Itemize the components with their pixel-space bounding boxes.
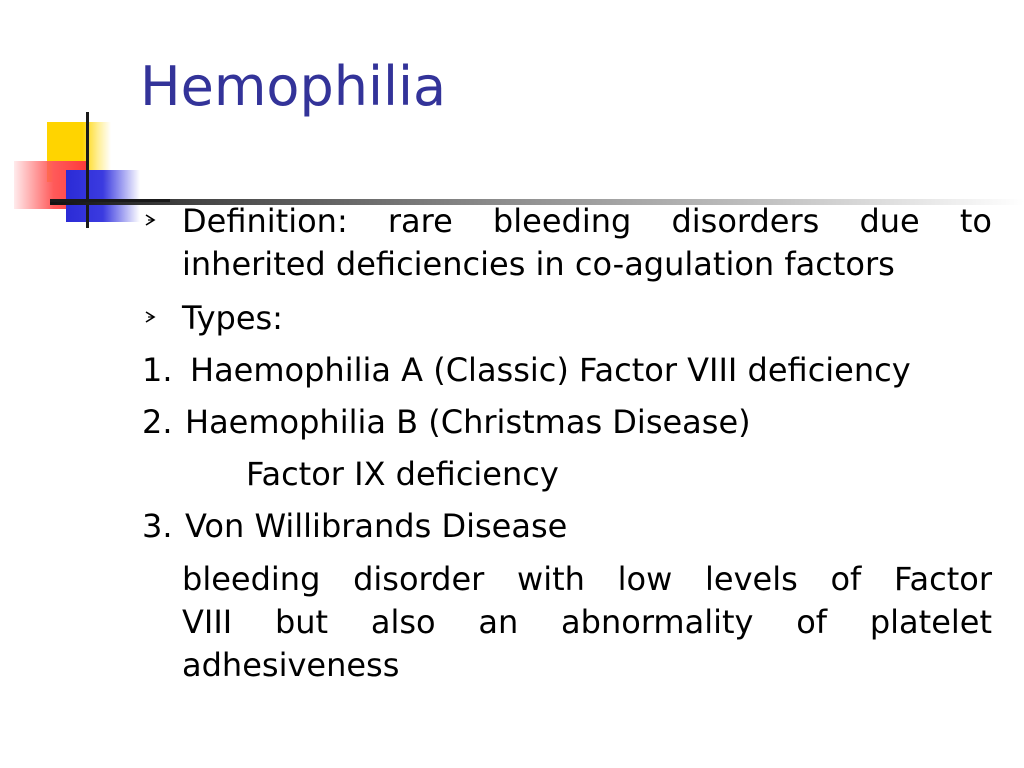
list-item-text: Haemophilia A (Classic) Factor VIII deficiency — [190, 351, 911, 389]
arrowhead-bullet-icon — [142, 200, 172, 243]
list-item-number: 3. — [142, 507, 173, 545]
list-item-text: Von Willibrands Disease — [185, 507, 568, 545]
item3-desc-line-3: adhesiveness — [182, 646, 400, 684]
list-item-subtext — [142, 453, 992, 496]
list-item-number: 2. — [142, 403, 173, 441]
definition-bullet — [142, 200, 992, 286]
item2-subtext: Factor IX deficiency — [246, 455, 559, 493]
types-label: Types: — [182, 299, 283, 337]
definition-text — [182, 200, 992, 286]
list-item — [142, 401, 992, 444]
definition-line-1-text: rare bleeding disorders due to — [387, 202, 992, 240]
list-item-number: 1. — [142, 351, 173, 389]
definition-label: Definition: — [182, 202, 348, 240]
item3-description-text — [182, 558, 992, 687]
list-item — [142, 505, 992, 548]
types-bullet — [142, 297, 992, 340]
item3-desc-line-2: VIII but also an abnormality of platelet — [182, 603, 992, 641]
arrowhead-bullet-icon — [142, 297, 172, 340]
list-item — [142, 349, 992, 392]
definition-line-1 — [182, 200, 992, 243]
list-item-text: Haemophilia B (Christmas Disease) — [185, 403, 751, 441]
blue-square — [66, 170, 140, 222]
logo-vertical-line — [86, 112, 89, 228]
item3-desc-line-1: bleeding disorder with low levels of Factor — [182, 560, 992, 598]
item3-description — [142, 558, 992, 687]
slide-title: Hemophilia — [140, 55, 447, 118]
definition-line-2: inherited deficiencies in co-agulation factors — [182, 245, 895, 283]
